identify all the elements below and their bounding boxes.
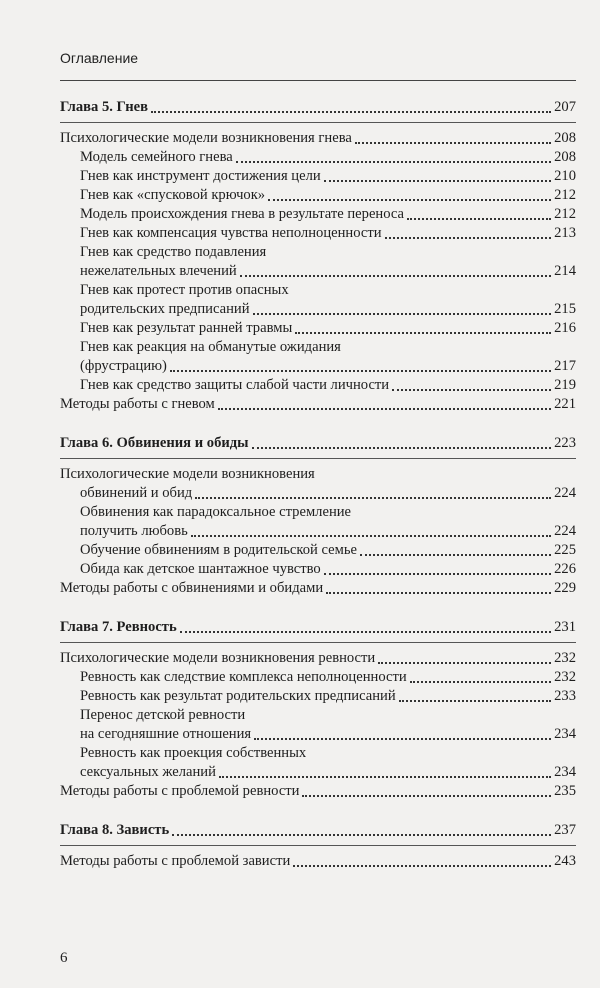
chapter-title: Глава 7. Ревность — [60, 619, 177, 635]
entry-title-line1: Психологические модели возникновения — [60, 466, 315, 482]
page-ref: 234 — [554, 726, 576, 742]
chapter-heading[interactable] — [60, 98, 576, 117]
page-ref: 233 — [554, 688, 576, 704]
page-ref: 224 — [554, 485, 576, 501]
page-ref: 212 — [554, 206, 576, 222]
chapter-title: Глава 8. Зависть — [60, 822, 170, 838]
dot-leader — [378, 662, 551, 664]
entry-title-line1: Обвинения как парадоксальное стремление — [80, 504, 352, 520]
entry-title-line2: на сегодняшние отношения — [80, 726, 252, 742]
toc-entry[interactable] — [60, 668, 576, 687]
entry-title: Гнев как результат ранней травмы — [80, 320, 293, 336]
entry-title: Гнев как инструмент достижения цели — [80, 168, 321, 184]
dot-leader — [324, 180, 551, 182]
chapter-heading[interactable] — [60, 618, 576, 637]
dot-leader — [326, 592, 551, 594]
chapter-heading[interactable] — [60, 434, 576, 453]
header-rule — [60, 80, 576, 81]
entry-title: Методы работы с обвинениями и обидами — [60, 580, 324, 596]
entry-title: Методы работы с проблемой зависти — [60, 853, 291, 869]
toc-entry[interactable] — [60, 782, 576, 801]
dot-leader — [268, 199, 551, 201]
chapter-rule — [60, 845, 576, 846]
page-ref: 213 — [554, 225, 576, 241]
page-ref: 216 — [554, 320, 576, 336]
toc-entry[interactable] — [60, 376, 576, 395]
page-ref: 207 — [554, 99, 576, 115]
dot-leader — [293, 865, 551, 867]
page-ref: 214 — [554, 263, 576, 279]
page-ref: 225 — [554, 542, 576, 558]
dot-leader — [302, 795, 551, 797]
page-ref: 235 — [554, 783, 576, 799]
toc-entry[interactable] — [60, 687, 576, 706]
dot-leader — [324, 573, 551, 575]
entry-title: Гнев как «спусковой крючок» — [80, 187, 266, 203]
toc-entry[interactable] — [60, 167, 576, 186]
entry-title: Гнев как средство защиты слабой части личности — [80, 377, 390, 393]
toc-entry[interactable] — [60, 186, 576, 205]
entry-title-line2: нежелательных влечений — [80, 263, 237, 279]
toc-entry[interactable] — [60, 148, 576, 167]
entry-title-line2: (фрустрацию) — [80, 358, 167, 374]
page-ref: 212 — [554, 187, 576, 203]
running-head: Оглавление — [60, 50, 139, 66]
entry-title-line1: Перенос детской ревности — [80, 707, 246, 723]
dot-leader — [253, 313, 551, 315]
dot-leader — [180, 631, 551, 633]
entry-title-line2: сексуальных желаний — [80, 764, 216, 780]
toc-entry[interactable] — [60, 579, 576, 598]
page-ref: 210 — [554, 168, 576, 184]
page-ref: 208 — [554, 130, 576, 146]
entry-title: Обида как детское шантажное чувство — [80, 561, 321, 577]
dot-leader — [360, 554, 551, 556]
chapter-rule — [60, 458, 576, 459]
dot-leader — [254, 738, 551, 740]
dot-leader — [252, 447, 551, 449]
toc-entry[interactable] — [60, 541, 576, 560]
dot-leader — [172, 834, 551, 836]
toc-entry[interactable] — [60, 763, 576, 782]
dot-leader — [392, 389, 551, 391]
dot-leader — [219, 776, 551, 778]
dot-leader — [191, 535, 551, 537]
page-ref: 237 — [554, 822, 576, 838]
entry-title: Модель происхождения гнева в результате переноса — [80, 206, 405, 222]
entry-title-line1: Гнев как протест против опасных — [80, 282, 289, 298]
page-ref: 219 — [554, 377, 576, 393]
entry-title: Ревность как следствие комплекса неполноценности — [80, 669, 407, 685]
toc-entry[interactable] — [60, 300, 576, 319]
entry-title-line2: обвинений и обид — [80, 485, 193, 501]
entry-title: Модель семейного гнева — [80, 149, 233, 165]
toc-entry[interactable] — [60, 649, 576, 668]
toc-entry[interactable] — [60, 725, 576, 744]
toc-entry[interactable] — [60, 395, 576, 414]
toc-entry[interactable] — [60, 357, 576, 376]
page-ref: 226 — [554, 561, 576, 577]
dot-leader — [407, 218, 551, 220]
chapter-heading[interactable] — [60, 821, 576, 840]
dot-leader — [410, 681, 551, 683]
entry-title-line2: родительских предписаний — [80, 301, 250, 317]
dot-leader — [295, 332, 551, 334]
page-ref: 208 — [554, 149, 576, 165]
entry-title: Психологические модели возникновения гнева — [60, 130, 352, 146]
dot-leader — [170, 370, 551, 372]
dot-leader — [385, 237, 551, 239]
dot-leader — [151, 111, 551, 113]
entry-title: Обучение обвинениям в родительской семье — [80, 542, 358, 558]
page-number: 6 — [60, 950, 68, 966]
toc-entry[interactable] — [60, 522, 576, 541]
page-ref: 229 — [554, 580, 576, 596]
page-ref: 223 — [554, 435, 576, 451]
page-ref: 232 — [554, 650, 576, 666]
toc-entry[interactable] — [60, 262, 576, 281]
entry-title: Ревность как результат родительских предписаний — [80, 688, 396, 704]
toc-entry[interactable] — [60, 205, 576, 224]
entry-title: Методы работы с гневом — [60, 396, 215, 412]
page-ref: 215 — [554, 301, 576, 317]
entry-title: Гнев как компенсация чувства неполноценности — [80, 225, 382, 241]
page-ref: 234 — [554, 764, 576, 780]
toc-entry[interactable] — [60, 484, 576, 503]
entry-title-line1: Гнев как средство подавления — [80, 244, 267, 260]
table-of-contents — [60, 98, 576, 871]
entry-title: Психологические модели возникновения ревности — [60, 650, 376, 666]
toc-entry[interactable] — [60, 319, 576, 338]
page-ref: 221 — [554, 396, 576, 412]
chapter-title: Глава 6. Обвинения и обиды — [60, 435, 249, 451]
page-ref: 231 — [554, 619, 576, 635]
toc-entry[interactable] — [60, 224, 576, 243]
entry-title-line1: Гнев как реакция на обманутые ожидания — [80, 339, 341, 355]
entry-title: Методы работы с проблемой ревности — [60, 783, 300, 799]
dot-leader — [399, 700, 551, 702]
dot-leader — [236, 161, 551, 163]
dot-leader — [240, 275, 551, 277]
page-ref: 243 — [554, 853, 576, 869]
dot-leader — [195, 497, 551, 499]
toc-entry[interactable] — [60, 560, 576, 579]
chapter-rule — [60, 642, 576, 643]
chapter-title: Глава 5. Гнев — [60, 99, 149, 115]
page-ref: 232 — [554, 669, 576, 685]
toc-entry[interactable] — [60, 129, 576, 148]
dot-leader — [218, 408, 551, 410]
chapter-rule — [60, 122, 576, 123]
page-ref: 217 — [554, 358, 576, 374]
entry-title-line1: Ревность как проекция собственных — [80, 745, 307, 761]
toc-entry[interactable] — [60, 852, 576, 871]
dot-leader — [355, 142, 551, 144]
entry-title-line2: получить любовь — [80, 523, 188, 539]
page-ref: 224 — [554, 523, 576, 539]
